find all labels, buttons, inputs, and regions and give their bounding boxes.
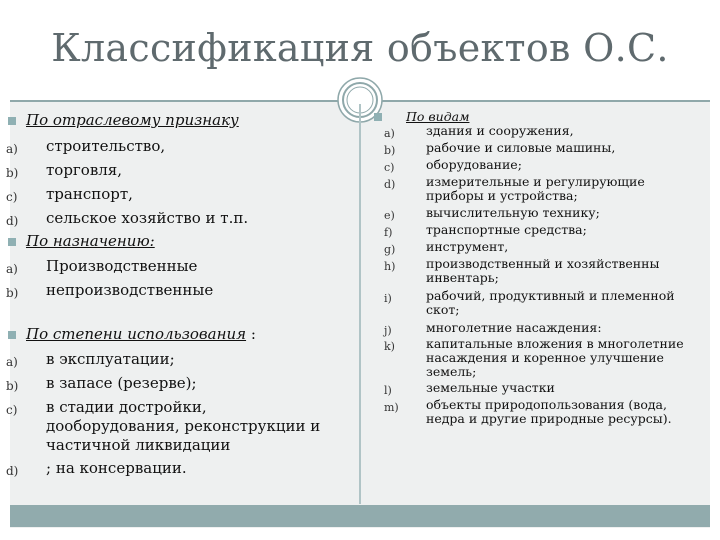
list-item: рабочий, продуктивный и племенной (426, 288, 675, 303)
bottom-band (10, 505, 710, 527)
item-label: e) (384, 209, 395, 222)
item-label: a) (6, 142, 18, 156)
list-item: оборудование; (426, 157, 522, 172)
list-item-continued: частичной ликвидации (46, 436, 231, 454)
square-bullet-icon (8, 117, 16, 125)
list-item-continued: скот; (426, 302, 460, 317)
item-label: i) (384, 292, 392, 305)
group-heading: По отраслевому признаку (26, 111, 239, 129)
list-item-continued: инвентарь; (426, 270, 499, 285)
list-item: капитальные вложения в многолетние (426, 336, 684, 351)
column-divider (359, 104, 361, 504)
list-item: в эксплуатации; (46, 350, 175, 368)
list-item: транспортные средства; (426, 222, 587, 237)
item-label: b) (6, 286, 19, 300)
list-item-continued: приборы и устройства; (426, 188, 578, 203)
left-column (6, 111, 356, 492)
item-label: d) (6, 464, 19, 478)
item-label: j) (384, 324, 392, 337)
square-bullet-icon (8, 238, 16, 246)
list-item: земельные участки (426, 380, 555, 395)
square-bullet-icon (8, 331, 16, 339)
item-label: a) (384, 127, 395, 140)
slide-title: Классификация объектов О.С. (51, 26, 669, 70)
square-bullet-icon (374, 113, 382, 121)
item-label: b) (6, 379, 19, 393)
list-item: Производственные (46, 257, 198, 275)
item-label: l) (384, 384, 392, 397)
item-label: m) (384, 401, 399, 414)
item-label: g) (384, 243, 396, 256)
item-label: b) (6, 166, 19, 180)
list-item: непроизводственные (46, 281, 214, 299)
item-label: c) (384, 161, 395, 174)
list-item: в стадии достройки, (46, 398, 207, 416)
item-label: d) (384, 178, 396, 191)
item-label: h) (384, 260, 396, 273)
list-item-continued: земель; (426, 364, 477, 379)
list-item: вычислительную технику; (426, 205, 600, 220)
item-label: c) (6, 403, 18, 417)
list-item-continued: недра и другие природные ресурсы). (426, 411, 672, 426)
group-heading-suffix: : (246, 325, 256, 343)
list-item: инструмент, (426, 239, 509, 254)
list-item: ; на консервации. (46, 459, 187, 477)
item-label: a) (6, 355, 18, 369)
list-item: торговля, (46, 161, 123, 179)
item-label: c) (6, 190, 18, 204)
list-item: объекты природопользования (вода, (426, 397, 667, 412)
list-item: в запасе (резерве); (46, 374, 197, 392)
item-label: a) (6, 262, 18, 276)
list-item: многолетние насаждения: (426, 320, 602, 335)
list-item: сельское хозяйство и т.п. (46, 209, 249, 227)
list-item-continued: дооборудования, реконструкции и (46, 417, 321, 435)
item-label: f) (384, 226, 393, 239)
item-label: d) (6, 214, 19, 228)
list-item: производственный и хозяйственны (426, 256, 660, 271)
list-item-continued: насаждения и коренное улучшение (426, 350, 664, 365)
right-column (382, 110, 702, 440)
list-item: здания и сооружения, (426, 123, 574, 138)
list-item: рабочие и силовые машины, (426, 140, 616, 155)
group-heading (26, 326, 256, 343)
list-item: строительство, (46, 137, 166, 155)
group-heading: По видам (406, 109, 470, 124)
group-heading: По назначению: (26, 232, 155, 250)
item-label: k) (384, 340, 395, 353)
item-label: b) (384, 144, 396, 157)
group-heading-text: По степени использования (26, 325, 247, 343)
list-item: транспорт, (46, 185, 133, 203)
list-item: измерительные и регулирующие (426, 174, 645, 189)
